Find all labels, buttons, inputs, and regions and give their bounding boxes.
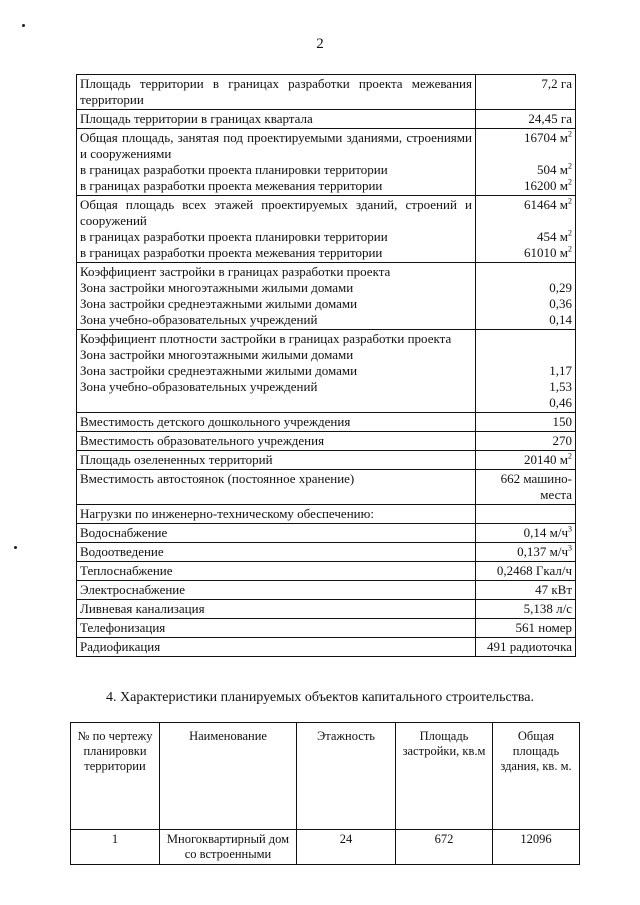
row-subvalue: 61010 $м^2$ [524,244,572,260]
row-value: 0,2468 Гкал/ч [475,562,575,581]
row-label: Коэффициент застройки в границах разработки проекта [80,264,391,279]
page-number: 2 [316,36,324,52]
objects-table [70,722,580,865]
table-row [77,451,576,470]
table-row [77,110,576,129]
section-heading: 4. Характеристики планируемых объектов капитального строительства. [106,690,534,705]
table-row [77,562,576,581]
row-sublabel: Зона учебно-образовательных учреждений [80,379,318,394]
table-row [77,263,576,330]
row-value: 20140 $м^2$ [475,451,575,470]
row-sublabel: Зона застройки среднеэтажными жилыми домами [80,296,358,311]
column-header: Этажность [297,723,396,830]
row-label: Нагрузки по инженерно-техническому обеспечению: [77,505,476,524]
row-value: 270 [475,432,575,451]
table-cell: 672 [396,830,493,865]
row-sublabel: Зона застройки многоэтажными жилыми домами [80,280,354,295]
row-subvalue: 454 $м^2$ [537,228,572,244]
table-cell: 12096 [493,830,580,865]
row-subvalue: 0,36 [549,296,572,311]
row-sublabel: в границах разработки проекта межевания территории [80,245,383,260]
row-value: 5,138 л/с [475,600,575,619]
row-label: Вместимость образовательного учреждения [77,432,476,451]
row-sublabel: Зона учебно-образовательных учреждений [80,312,318,327]
row-value: 662 машино-места [475,470,575,505]
column-header: Площадь застройки, кв.м [396,723,493,830]
row-label: Площадь территории в границах квартала [77,110,476,129]
row-sublabel: Зона застройки среднеэтажными жилыми домами [80,363,358,378]
row-sublabel: в границах разработки проекта планировки территории [80,162,388,177]
row-value: 24,45 га [475,110,575,129]
table-row [77,432,576,451]
table-cell: Многоквартирный дом со встроенными [160,830,297,865]
row-subvalue: 1,53 [549,379,572,394]
row-label: Общая площадь, занятая под проектируемыми зданиями, строениями и сооружениями [80,130,472,161]
table-header-row [71,723,580,830]
scan-speck [22,24,25,27]
row-label: Площадь озелененных территорий [77,451,476,470]
row-label: Телефонизация [77,619,476,638]
row-subvalue: 504 $м^2$ [537,161,572,177]
row-value: 16704 $м^2$ [524,129,572,145]
row-label: Коэффициент плотности застройки в границах разработки проекта [80,331,452,346]
table-row [77,330,576,413]
row-sublabel: Зона застройки многоэтажными жилыми домами [80,347,354,362]
table-row [71,830,580,865]
column-header: Общая площадь здания, кв. м. [493,723,580,830]
row-subvalue: 16200 $м^2$ [524,177,572,193]
row-label: Электроснабжение [77,581,476,600]
row-label: Общая площадь всех этажей проектируемых зданий, строений и сооружений [80,197,472,228]
table-row [77,581,576,600]
table-cell: 24 [297,830,396,865]
row-label: Ливневая канализация [77,600,476,619]
table-row [77,638,576,657]
parameters-table [76,74,576,657]
row-value: 561 номер [475,619,575,638]
row-label: Площадь территории в границах разработки проекта межевания территории [77,75,476,110]
row-value: 491 радиоточка [475,638,575,657]
row-sublabel: в границах разработки проекта межевания территории [80,178,383,193]
column-header: Наименование [160,723,297,830]
table-row [77,413,576,432]
row-value: 0,137 м/ч [517,544,568,559]
row-label: Вместимость автостоянок (постоянное хранение) [77,470,476,505]
table-row: Водоснабжение 0,14 $м/ч^3$ [77,524,576,543]
row-value: 150 [475,413,575,432]
row-subvalue: 0,29 [549,280,572,295]
row-value: 61464 $м^2$ [524,196,572,212]
row-value: 0,14 м/ч [523,525,568,540]
table-row [77,619,576,638]
row-label: Радиофикация [77,638,476,657]
table-row [77,196,576,263]
scan-speck [14,546,17,549]
table-row [77,600,576,619]
column-header: № по чертежу планировки территории [71,723,160,830]
row-label: Теплоснабжение [77,562,476,581]
row-value: 47 кВт [475,581,575,600]
row-subvalue: 0,46 [549,395,572,410]
table-cell: 1 [71,830,160,865]
row-subvalue: 1,17 [549,363,572,378]
row-value: 7,2 га [475,75,575,110]
table-row [77,505,576,524]
table-row [77,129,576,196]
row-label: Водоотведение [77,543,476,562]
table-row: Водоотведение 0,137 $м/ч^3$ [77,543,576,562]
table-row [77,470,576,505]
row-subvalue: 0,14 [549,312,572,327]
row-label: Вместимость детского дошкольного учреждения [77,413,476,432]
row-label: Водоснабжение [77,524,476,543]
row-sublabel: в границах разработки проекта планировки территории [80,229,388,244]
table-row [77,75,576,110]
